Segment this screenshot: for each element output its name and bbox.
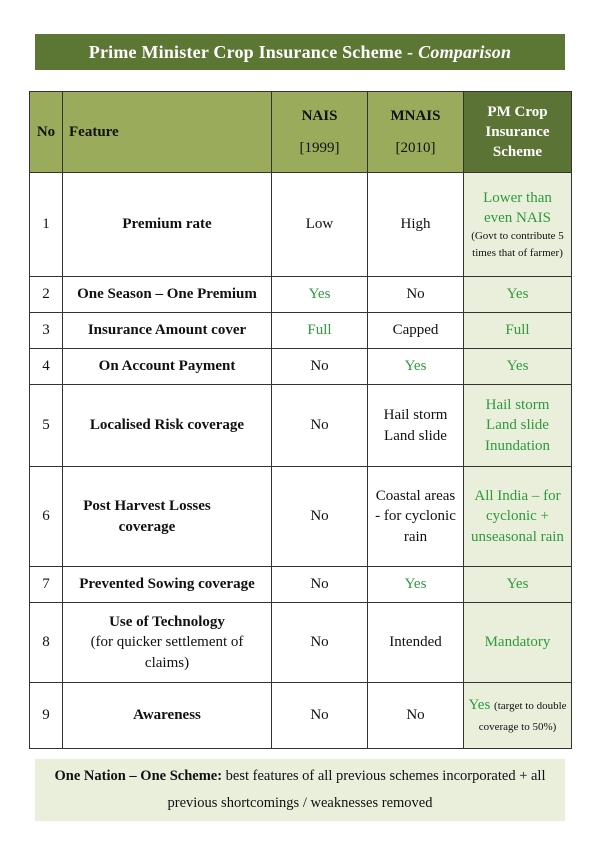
row-feature: Localised Risk coverage bbox=[63, 385, 272, 467]
row-number: 7 bbox=[30, 567, 63, 603]
table-row bbox=[30, 173, 572, 277]
row-nais: No bbox=[272, 683, 368, 749]
row-pm: All India – for cyclonic + unseasonal rain bbox=[464, 467, 572, 567]
row-number: 4 bbox=[30, 349, 63, 385]
table-row bbox=[30, 603, 572, 683]
table-row bbox=[30, 567, 572, 603]
row-nais: Yes bbox=[272, 277, 368, 313]
col-header-nais bbox=[272, 92, 368, 173]
row-mnais bbox=[368, 385, 464, 467]
row-mnais: Yes bbox=[368, 349, 464, 385]
row-number: 8 bbox=[30, 603, 63, 683]
row-mnais: Coastal areas - for cyclonic rain bbox=[368, 467, 464, 567]
feature-label: Use of Technology bbox=[109, 614, 225, 631]
pm-value: Hail storm Land slide Inundation bbox=[485, 397, 550, 454]
table-row bbox=[30, 313, 572, 349]
table-row bbox=[30, 467, 572, 567]
col-header-mnais bbox=[368, 92, 464, 173]
row-number: 6 bbox=[30, 467, 63, 567]
row-mnais: Yes bbox=[368, 567, 464, 603]
table-row bbox=[30, 683, 572, 749]
feature-sub-label: (for quicker settlement of claims) bbox=[90, 634, 244, 671]
row-feature: On Account Payment bbox=[63, 349, 272, 385]
footer-bold: One Nation – One Scheme: bbox=[54, 768, 223, 784]
mnais-year: [2010] bbox=[395, 140, 436, 156]
nais-year: [1999] bbox=[299, 140, 340, 156]
row-pm bbox=[464, 173, 572, 277]
pm-note: (Govt to contribute 5 times that of farmer) bbox=[471, 230, 564, 259]
row-number: 9 bbox=[30, 683, 63, 749]
row-pm: Yes bbox=[464, 567, 572, 603]
row-pm bbox=[464, 385, 572, 467]
row-mnais: High bbox=[368, 173, 464, 277]
row-nais: Full bbox=[272, 313, 368, 349]
feature-label: Post Harvest Losses coverage bbox=[83, 498, 211, 535]
row-number: 1 bbox=[30, 173, 63, 277]
footer-text: best features of all previous schemes incorporated + all previous shortcomings / weaknesses removed bbox=[167, 768, 546, 811]
row-feature: Prevented Sowing coverage bbox=[63, 567, 272, 603]
pm-value: Lower than even NAIS bbox=[483, 189, 552, 226]
row-mnais: Intended bbox=[368, 603, 464, 683]
row-pm: Full bbox=[464, 313, 572, 349]
footer-note bbox=[35, 759, 565, 821]
row-mnais: No bbox=[368, 683, 464, 749]
row-mnais: No bbox=[368, 277, 464, 313]
title-main: Prime Minister Crop Insurance Scheme - bbox=[88, 41, 414, 62]
row-nais: No bbox=[272, 467, 368, 567]
col-header-feature: Feature bbox=[63, 92, 272, 173]
col-header-no: No bbox=[30, 92, 63, 173]
mnais-value: Hail storm Land slide bbox=[383, 407, 448, 444]
mnais-label: MNAIS bbox=[390, 107, 441, 124]
page-title bbox=[35, 34, 565, 70]
row-feature: Awareness bbox=[63, 683, 272, 749]
row-nais: No bbox=[272, 603, 368, 683]
row-number: 2 bbox=[30, 277, 63, 313]
col-header-pm-scheme: PM Crop Insurance Scheme bbox=[464, 92, 572, 173]
row-pm: Mandatory bbox=[464, 603, 572, 683]
pm-note: (target to double coverage to 50%) bbox=[478, 699, 567, 733]
row-number: 5 bbox=[30, 385, 63, 467]
row-feature bbox=[63, 467, 272, 567]
comparison-table bbox=[29, 91, 572, 749]
row-feature bbox=[63, 603, 272, 683]
header-row bbox=[30, 92, 572, 173]
title-italic: Comparison bbox=[418, 41, 512, 62]
pm-value: Yes bbox=[468, 696, 491, 713]
row-number: 3 bbox=[30, 313, 63, 349]
row-feature: One Season – One Premium bbox=[63, 277, 272, 313]
row-nais: No bbox=[272, 567, 368, 603]
row-nais: No bbox=[272, 349, 368, 385]
row-feature: Premium rate bbox=[63, 173, 272, 277]
table-row bbox=[30, 349, 572, 385]
table-row bbox=[30, 385, 572, 467]
row-pm: Yes bbox=[464, 277, 572, 313]
nais-label: NAIS bbox=[301, 107, 338, 124]
row-mnais: Capped bbox=[368, 313, 464, 349]
row-pm bbox=[464, 683, 572, 749]
row-feature: Insurance Amount cover bbox=[63, 313, 272, 349]
row-pm: Yes bbox=[464, 349, 572, 385]
row-nais: No bbox=[272, 385, 368, 467]
row-nais: Low bbox=[272, 173, 368, 277]
table-row bbox=[30, 277, 572, 313]
